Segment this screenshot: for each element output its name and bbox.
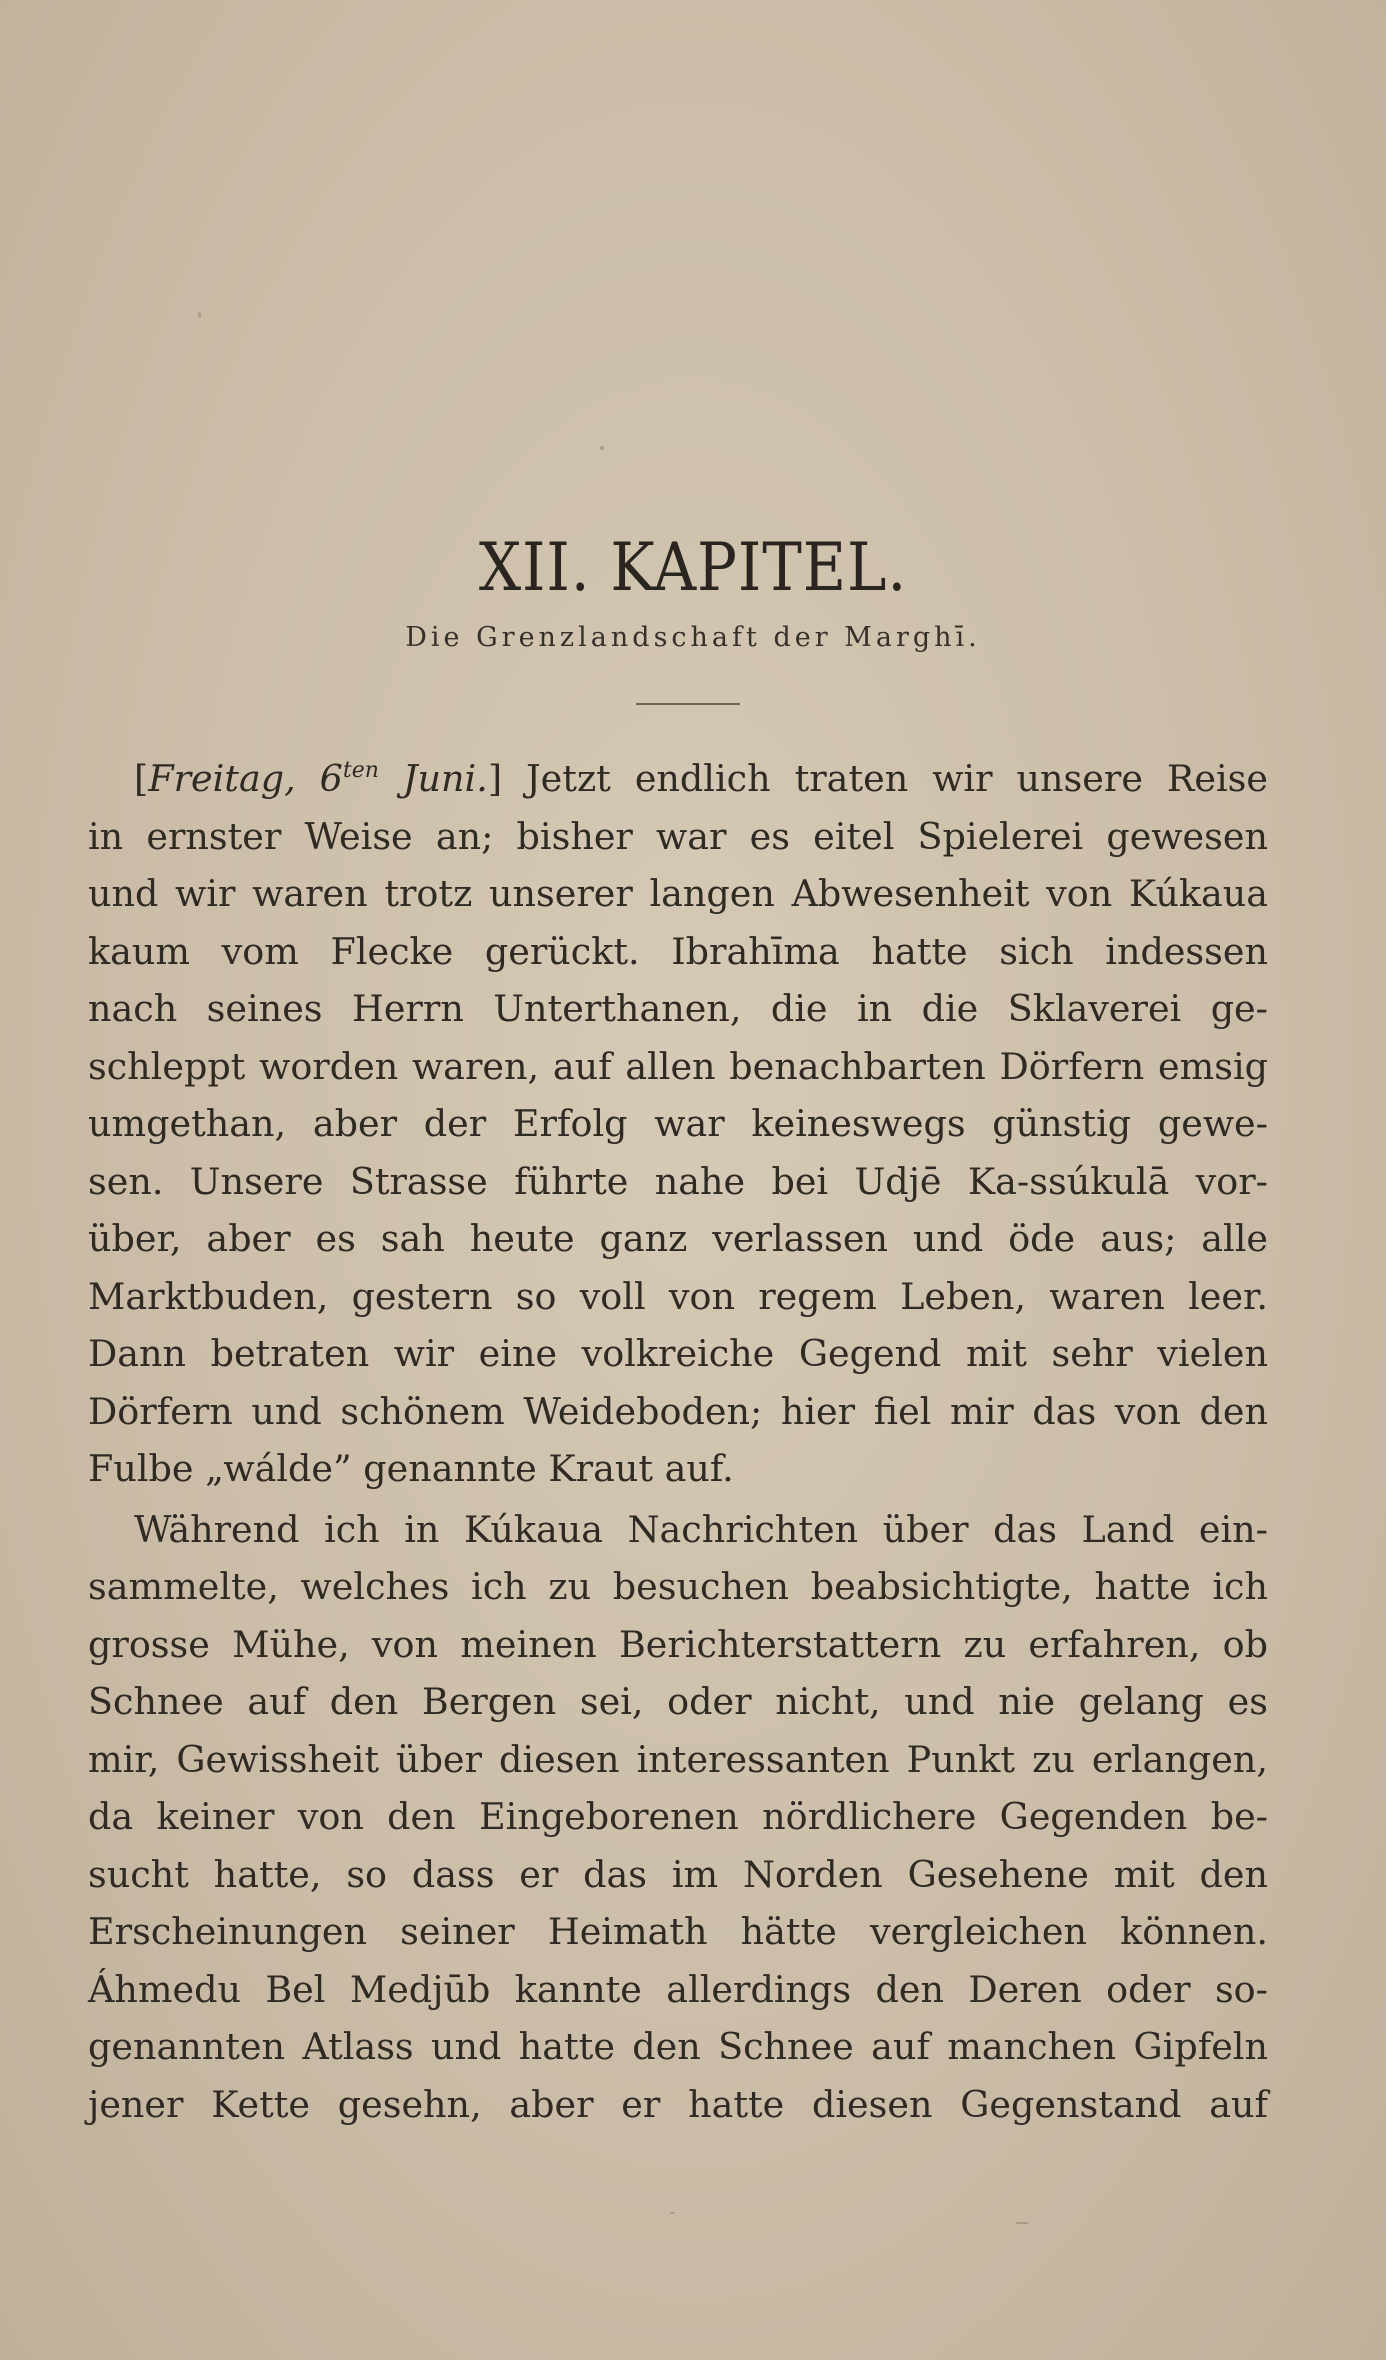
text-line: mir, Gewissheit über diesen interessanten Punkt zu erlangen,	[88, 1737, 1268, 1781]
text-line: sucht hatte, so dass er das im Norden Gesehene mit den	[88, 1852, 1268, 1896]
text-line: Dörfern und schönem Weideboden; hier fiel mir das von den	[88, 1389, 1268, 1433]
paper-speck	[198, 312, 201, 318]
text-line: sammelte, welches ich zu besuchen beabsichtigte, hatte ich	[88, 1565, 1268, 1608]
text-line: kaum vom Flecke gerückt. Ibrahīma hatte sich indessen	[88, 929, 1268, 973]
chapter-title: XII. KAPITEL.	[478, 529, 908, 606]
text-line: umgethan, aber der Erfolg war keineswegs günstig gewe-	[88, 1102, 1268, 1145]
paragraph-1	[88, 742, 1268, 1498]
text-line: genannten Atlass und hatte den Schnee auf manchen Gipfeln	[88, 2025, 1268, 2068]
date-close-bracket: ]	[487, 757, 503, 800]
title-divider	[636, 703, 740, 705]
text-line: Áhmedu Bel Medjūb kannte allerdings den Deren oder so-	[88, 1967, 1268, 2011]
text-line: grosse Mühe, von meinen Berichterstattern zu erfahren, ob	[88, 1622, 1268, 1666]
text-line: Marktbuden, gestern so voll von regem Leben, waren leer.	[88, 1274, 1268, 1318]
text-line: Während ich in Kúkaua Nachrichten über das Land ein-	[134, 1507, 1268, 1551]
text-line: Erscheinungen seiner Heimath hätte vergleichen können.	[88, 1910, 1268, 1953]
paper-speck	[600, 446, 604, 450]
text-line: nach seines Herrn Unterthanen, die in die Sklaverei ge-	[88, 987, 1268, 1030]
text-line: über, aber es sah heute ganz verlassen und öde aus; alle	[88, 1217, 1268, 1260]
paragraph-2	[88, 1501, 1268, 2134]
text-line: sen. Unsere Strasse führte nahe bei Udjē Ka-ssúkulā vor-	[88, 1159, 1268, 1203]
text-line: und wir waren trotz unserer langen Abwesenheit von Kúkaua	[88, 872, 1268, 915]
text-line: Schnee auf den Bergen sei, oder nicht, und nie gelang es	[88, 1680, 1268, 1723]
text-line: Dann betraten wir eine volkreiche Gegend mit sehr vielen	[88, 1332, 1268, 1375]
paper-speck	[670, 2212, 675, 2214]
chapter-body	[88, 742, 1268, 2133]
date-open-bracket: [	[134, 757, 149, 800]
text-line: schleppt worden waren, auf allen benachbarten Dörfern emsig	[88, 1044, 1268, 1088]
date-month: Juni.	[378, 757, 488, 800]
line-text: Jetzt endlich traten wir unsere Reise	[502, 757, 1268, 800]
text-line: jener Kette gesehn, aber er hatte diesen Gegenstand auf	[88, 2082, 1268, 2126]
chapter-subtitle: Die Grenzlandschaft der Marghī.	[405, 622, 981, 653]
date-day: Freitag, 6	[148, 757, 343, 800]
text-line	[88, 742, 1268, 808]
date-superscript: ten	[342, 758, 379, 783]
text-line: da keiner von den Eingeborenen nördlichere Gegenden be-	[88, 1795, 1268, 1838]
paper-speck	[1016, 2222, 1028, 2224]
text-line: Fulbe „wálde” genannte Kraut auf.	[88, 1447, 734, 1490]
text-line: in ernster Weise an; bisher war es eitel Spielerei gewesen	[88, 814, 1268, 858]
